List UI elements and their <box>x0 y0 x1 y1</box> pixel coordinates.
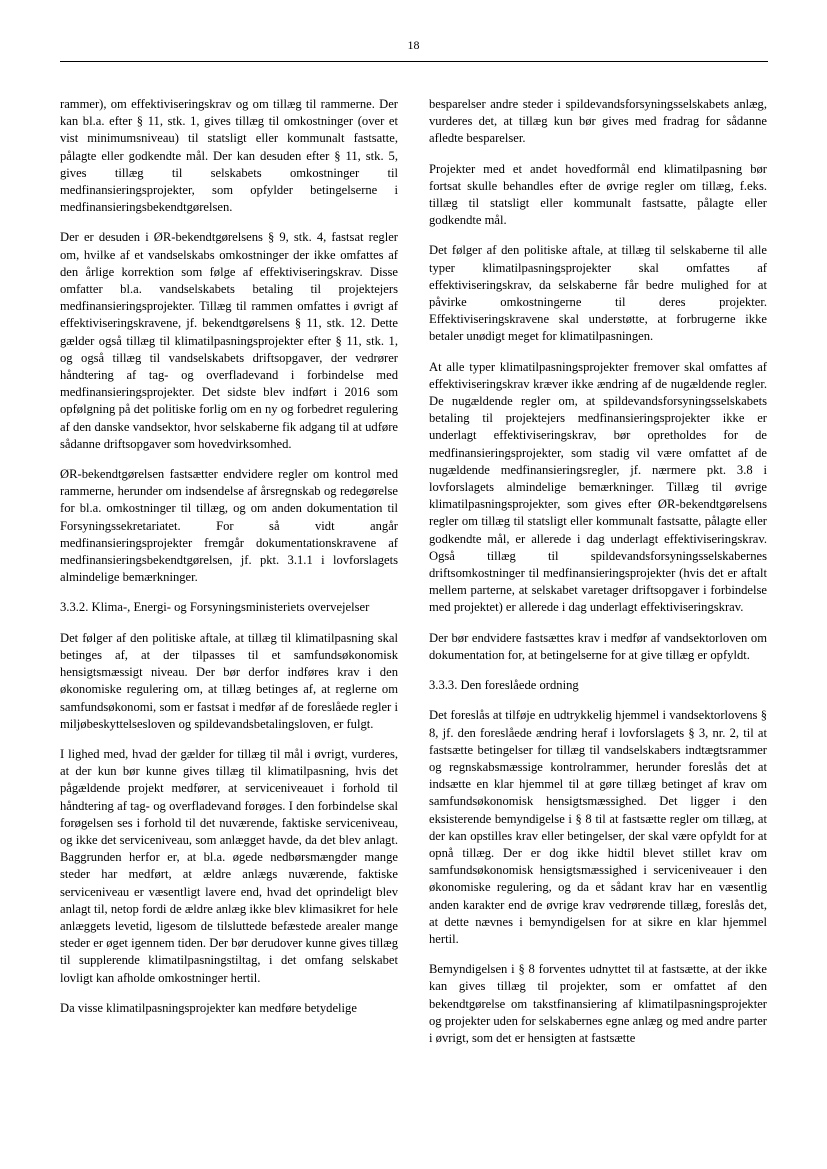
section-heading: 3.3.3. Den foreslåede ordning <box>429 678 579 693</box>
paragraph: Bemyndigelsen i § 8 forventes udnyttet til at fastsætte, at der ikke kan gives tillæg til projekter, som er omfattet af den bekendtgørelse om takstfinansiering af klimatilpasningsprojekter og projekter uden for selskabernes egne anlæg og med andre parter i øvrigt, som det er hensigten at fastsætte <box>429 962 767 1045</box>
paragraph: Projekter med et andet hovedformål end klimatilpasning bør fortsat skulle behandles efter de øvrige regler om tillæg, f.eks. tillæg til statsligt eller kommunalt fastsatte, pålagte eller godkendte mål. <box>429 161 767 228</box>
paragraph: besparelser andre steder i spildevandsforsyningsselskabets anlæg, vurderes det, at tillæg kun bør gives med fradrag for sådanne afledte besparelser. <box>429 97 767 146</box>
paragraph: At alle typer klimatilpasningsprojekter fremover skal omfattes af effektiviseringskrav kræver ikke ændring af de nugældende regler. De nugældende regler om, at spildevandsforsyningsselskabets betaling til projektejers medfinansieringsprojekter ikke er underlagt effektiviseringskrav, bør opretholdes for de medfinansieringsprojekter, som stadig vil være omfattet af de nugældende medfinansieringsregler, jf. nærmere pkt. 3.8 i lovforslagets almindelige bemærkninger. Tillæg til øvrige klimatilpasningsprojekter, som gives efter ØR-bekendtgørelsens regler om tillæg til statsligt eller kommunalt fastsatte, pålagte eller godkendte mål, er allerede i dag underlagt effektiviseringskrav. Også tillæg til spildevandsforsyningsselskabernes driftsomkostninger til medfinansieringsprojekter (hvis det er aftalt mellem parterne, at selskabet varetager driftsopgaver i forbindelse med projektet) er allerede i dag underlagt effektiviseringskrav. <box>429 359 767 615</box>
right-column <box>429 96 767 1060</box>
paragraph: Der bør endvidere fastsættes krav i medfør af vandsektorloven om dokumentation for, at betingelserne for at give tillæg er opfyldt. <box>429 630 767 662</box>
left-column <box>60 96 398 1030</box>
paragraph: Da visse klimatilpasningsprojekter kan medføre betydelige <box>60 1000 357 1015</box>
paragraph: I lighed med, hvad der gælder for tillæg til mål i øvrigt, vurderes, at der kun bør kunne gives tillæg til klimatilpasning, hvis det pågældende projekt medfører, at serviceniveauet i forhold til håndtering af tag- og overfladevand forøges. I den forbindelse skal forøgelsen ses i forhold til det nuværende, faktiske serviceniveau, og ikke det serviceniveau, som anlægget havde, da det blev anlagt. Baggrunden herfor er, at bl.a. øgede nedbørsmængder mange steder har medført, at ældre anlægs nuværende, faktiske serviceniveau er væsentligt lavere end, hvad det oprindeligt blev anlagt til, netop fordi de ældre anlæg ikke blev klimasikret for hele anlæggets levetid, ligesom de tilsluttede befæstede arealer mange steder er øget igennem tiden. Der bør derudover kunne gives tillæg til supplerende klimatilpasningstiltag, i det omfang selskabet lovligt kan afholde omkostninger hertil. <box>60 746 398 985</box>
header-rule <box>60 61 768 62</box>
paragraph: ØR-bekendtgørelsen fastsætter endvidere regler om kontrol med rammerne, herunder om indsendelse af årsregnskab og redegørelse for bl.a. omkostninger til tillæg, og om anden dokumentation til Forsyningssekretariatet. For så vidt angår medfinansieringsprojekter fremgår dokumentationskravene af medfinansieringsbekendtgørelsen, jf. pkt. 3.1.1 i lovforslagets almindelige bemærkninger. <box>60 467 398 585</box>
paragraph: Det foreslås at tilføje en udtrykkelig hjemmel i vandsektorlovens § 8, jf. den foreslåede ændring heraf i lovforslagets § 3, nr. 2, til at fastsætte betingelser for tillæg til vandselskabers indtægtsrammer og regnskabsmæssige kontrolrammer, herunder foreslås det at indsætte en klar hjemmel til at gøre tillæg betinget af krav om samfundsøkonomisk hensigtsmæssighed. Det ligger i den eksisterende bemyndigelse i § 8 til at fastsætte regler om tillæg, at der kan opstilles krav eller betingelser, der skal være opfyldt for at opnå tillæg. Der er dog ikke hidtil blevet stillet krav om samfundsøkonomisk hensigtsmæssighed i serviceniveauer i den økonomiske regulering, og da et sådant krav har en væsentlig anden karakter end de øvrige krav vedrørende tillæg, foreslås det, at dette nævnes i bemyndigelsen for at sikre en klar hjemmel hertil. <box>429 708 767 946</box>
paragraph: Det følger af den politiske aftale, at tillæg til klimatilpasning skal betinges af, at der tilpasses til et samfundsøkonomisk hensigtsmæssigt niveau. Der bør derfor indføres krav i den økonomiske regulering om, at tillæg betinges af, at reglerne om samfundsøkonomi, som er fastsat i medfør af de foreslåede regler i miljøbeskyttelsesloven og spildevandsbetalingsloven, er fulgt. <box>60 630 398 731</box>
paragraph: rammer), om effektiviseringskrav og om tillæg til rammerne. Der kan bl.a. efter § 11, stk. 1, gives tillæg til omkostninger (over et vist minimumsniveau) til statsligt eller kommunalt fastsatte, pålagte eller godkendte mål. Der kan desuden efter § 11, stk. 5, gives tillæg til selskabets omkostninger til medfinansieringsprojekter, som opfylder betingelserne i medfinansieringsbekendtgørelsen. <box>60 97 398 215</box>
section-heading: 3.3.2. Klima-, Energi- og Forsyningsministeriets overvejelser <box>60 600 370 615</box>
paragraph: Det følger af den politiske aftale, at tillæg til selskaberne til alle typer klimatilpasningsprojekter skal omfattes af effektiviseringskrav, da selskaberne får bedre mulighed for at påvirke omkostningerne til deres projekter. Effektiviseringskravene skal understøtte, at forbrugerne ikke betaler unødigt meget for klimatilpasningen. <box>429 243 767 344</box>
page-number: 18 <box>407 38 420 52</box>
paragraph: Der er desuden i ØR-bekendtgørelsens § 9, stk. 4, fastsat regler om, hvilke af et vandselskabs omkostninger der ikke omfattes af den årlige korrektion som følge af effektiviseringskrav. Disse omfatter bl.a. vandselskabets betaling til projektejers medfinansieringsprojekter. Tillæg til rammen omfattes i øvrigt af effektiviseringskravene, jf. bekendtgørelsens § 11, stk. 12. Dette gælder også tillæg til klimatilpasningsprojekter efter § 11, stk. 1, og også tillæg til vandselskabets driftsopgaver, der vedrører håndtering af tag- og overfladevand i forbindelse med medfinansieringsprojekter. Det sidste blev indført i 2016 som opfølgning på det politiske forlig om en ny og forbedret regulering af den danske vandsektor, hvor selskaberne fik adgang til at udføre sådanne driftsopgaver som hovedvirksomhed. <box>60 230 398 451</box>
